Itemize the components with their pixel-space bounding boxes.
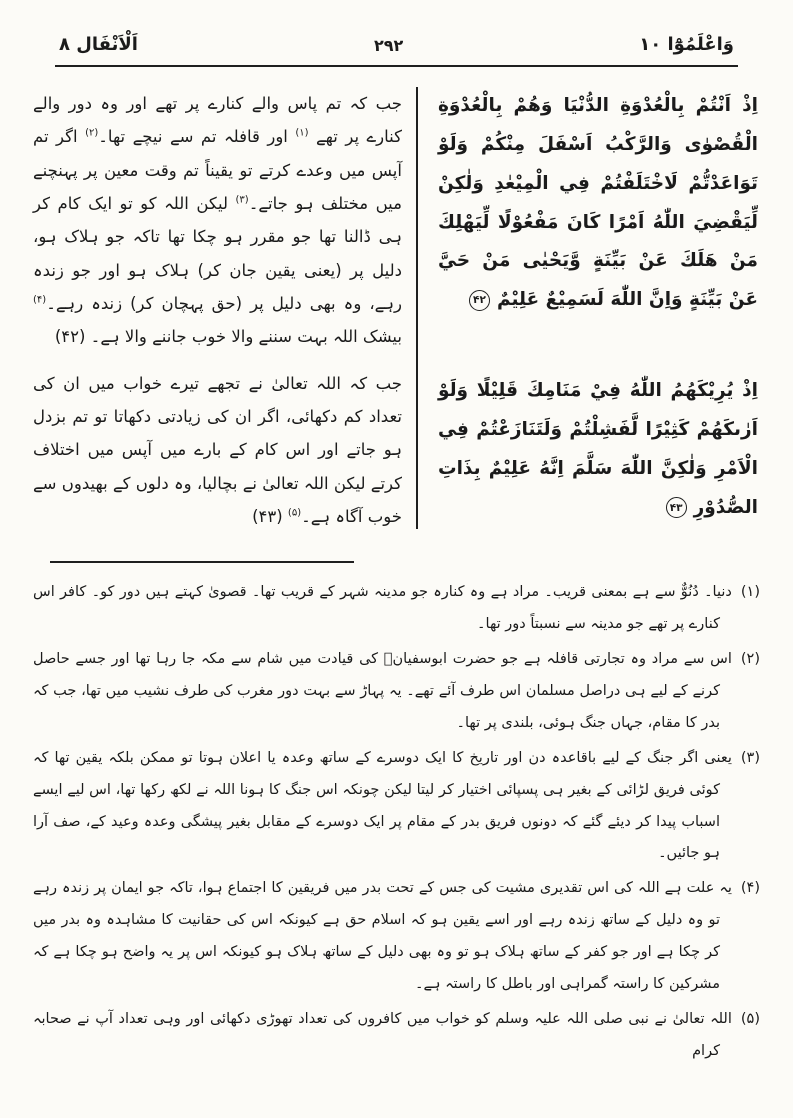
ayah-number-badge: ۴۲ bbox=[469, 290, 490, 311]
translation-text: جب کہ تم پاس والے کنارے پر تھے اور وہ دور والے کنارے پر تھے bbox=[33, 94, 403, 147]
footnote-text: یعنی اگر جنگ کے لیے باقاعدہ دن اور تاریخ کا ایک دوسرے کے ساتھ وعدہ یا اعلان ہوتا تو ممکن بلکہ یقین تھا کہ کوئی فریق لڑائی کے بغیر ہی پسپائی اختیار کر لیتا لیکن چونکہ اس جنگ کا ہونا اللہ نے لکھ رکھا تھا، اس لیے ایسے اسباب پیدا کر دیئے گئے کہ دونوں فریق بدر کے مقام پر ایک دوسرے کے مقابل بغیر پیشگی وعدہ وعید کے، صف آرا ہو جائیں۔ bbox=[33, 749, 732, 862]
footnote-text: یہ علت ہے اللہ کی اس تقدیری مشیت کی جس کے تحت بدر میں فریقین کا اجتماع ہوا، تاکہ جو ایمان پر زندہ رہے تو وہ دلیل کے ساتھ زندہ رہے اور اسے یقین ہو کہ اسلام حق ہے کیونکہ اس کی حقانیت کا مشاہدہ وہ بدر میں کر چکا ہے اور جو کفر کے ساتھ ہلاک ہو تو وہ بھی دلیل کے ساتھ ہلاک ہو کیونکہ اس پر یہ واضح ہو چکا ہے کہ مشرکین کا راستہ گمراہی اور باطل کا راستہ ہے۔ bbox=[33, 880, 732, 992]
main-content bbox=[33, 67, 760, 533]
translation-text: اور قافلہ تم سے نیچے تھا۔ bbox=[98, 127, 296, 147]
footnote bbox=[33, 743, 760, 871]
verse-text: اِذْ اَنْتُمْ بِالْعُدْوَةِ الدُّنْيَا وَهُمْ بِالْعُدْوَةِ الْقُصْوٰى وَالرَّكْبُ اَسْفَلَ مِنْكُمْ وَلَوْ تَوَاعَدْتُّمْ لَاخْتَلَفْتُمْ فِي الْمِيْعٰدِ وَلٰكِنْ لِّيَقْضِيَ اللّٰهُ اَمْرًا كَانَ مَفْعُوْلًا لِّيَهْلِكَ مَنْ هَلَكَ عَنْ بَيِّنَةٍ وَّيَحْيٰى مَنْ حَيَّ عَنْ بَيِّنَةٍ وَاِنَّ اللّٰهَ لَسَمِيْعٌ عَلِيْمٌ bbox=[438, 95, 758, 311]
footnote-number: (۳) bbox=[740, 749, 760, 766]
ayah-number-badge: ۴۳ bbox=[666, 497, 687, 518]
translation-text: اگر تم آپس میں وعدے کرتے تو یقیناً تم وقت معین پر پہنچنے میں مختلف ہو جاتے۔ bbox=[33, 127, 402, 213]
footnote-marker: (۱) bbox=[295, 127, 309, 139]
column-divider bbox=[416, 87, 418, 529]
translation-paragraph bbox=[33, 87, 402, 354]
page-header bbox=[33, 30, 760, 65]
footnote bbox=[33, 1004, 760, 1068]
verse-text: اِذْ يُرِيْكَهُمُ اللّٰهُ فِيْ مَنَامِكَ قَلِيْلًا وَلَوْ اَرٰىكَهُمْ كَثِيْرًا لَّفَشِلْتُمْ وَلَتَنَازَعْتُمْ فِي الْاَمْرِ وَلٰكِنَّ اللّٰهَ سَلَّمَ اِنَّهُ عَلِيْمٌ بِذَاتِ الصُّدُوْرِ bbox=[438, 380, 758, 518]
page-number: ۲۹۲ bbox=[373, 36, 404, 55]
translation-paragraph bbox=[33, 367, 402, 534]
footnote-marker: (۲) bbox=[85, 127, 99, 139]
translation-text: بیشک اللہ بہت سننے والا خوب جاننے والا ہے۔ (۴۲) bbox=[54, 327, 402, 347]
footnote bbox=[33, 644, 760, 740]
translation-text: لیکن اللہ کو تو ایک کام کر ہی ڈالنا تھا جو مقرر ہو چکا تھا تاکہ جو ہلاک ہو، دلیل پر (یعنی یقین جان کر) ہلاک ہو اور جو زندہ رہے، وہ بھی دلیل پر (حق پہچان کر) زندہ رہے۔ bbox=[33, 193, 402, 313]
footnote-number: (۱) bbox=[740, 584, 760, 601]
footnote bbox=[33, 577, 760, 641]
footnote-marker: (۵) bbox=[287, 507, 302, 519]
footnote-text: اللہ تعالیٰ نے نبی صلی اللہ علیہ وسلم کو خواب میں کافروں کی تعداد تھوڑی دکھائی اور وہی تعداد آپ نے صحابہ کرام bbox=[33, 1010, 732, 1059]
footnote-rule bbox=[50, 561, 354, 563]
footnote-marker: (۳) bbox=[235, 194, 249, 206]
surah-name: اَلْاَنْفَال ۸ bbox=[59, 34, 138, 55]
footnote-number: (۲) bbox=[740, 651, 760, 668]
footnote bbox=[33, 873, 760, 1001]
footnote-marker: (۴) bbox=[33, 294, 47, 306]
quran-verse bbox=[438, 372, 758, 527]
footnote-number: (۵) bbox=[740, 1010, 760, 1027]
quran-verse bbox=[438, 87, 758, 320]
translation-column bbox=[33, 85, 402, 533]
translation-text: (۴۳) bbox=[252, 506, 288, 526]
translation-text: جب کہ اللہ تعالیٰ نے تجھے تیرے خواب میں ان کی تعداد کم دکھائی، اگر ان کی زیادتی دکھاتا تو تم بزدل ہو جاتے اور اس کام کے بارے میں آپس میں اختلاف کرتے لیکن اللہ تعالیٰ نے بچالیا، وہ دلوں کے بھیدوں سے خوب آگاہ ہے۔ bbox=[33, 373, 402, 526]
quran-column bbox=[430, 85, 760, 533]
juz-name: وَاعْلَمُوْٓا ۱۰ bbox=[639, 34, 734, 55]
footnotes-section bbox=[33, 577, 760, 1067]
footnote-number: (۴) bbox=[740, 880, 760, 897]
footnote-text: اس سے مراد وہ تجارتی قافلہ ہے جو حضرت ابوسفیانؓ کی قیادت میں شام سے مکہ جا رہا تھا اور جسے حاصل کرنے کے لیے ہی دراصل مسلمان اس طرف آئے تھے۔ یہ پہاڑ سے بہت دور مغرب کی طرف نشیب میں تھا، جب کہ بدر کا مقام، جہاں جنگ ہوئی، بلندی پر تھا۔ bbox=[33, 651, 732, 731]
footnote-text: دنیا۔ دُنُوٌّ سے ہے بمعنی قریب۔ مراد ہے وہ کنارہ جو مدینہ شہر کے قریب تھا۔ قصویٰ کہتے ہیں دور کو۔ کافر اس کنارے پر تھے جو مدینہ سے نسبتاً دور تھا۔ bbox=[33, 584, 732, 633]
